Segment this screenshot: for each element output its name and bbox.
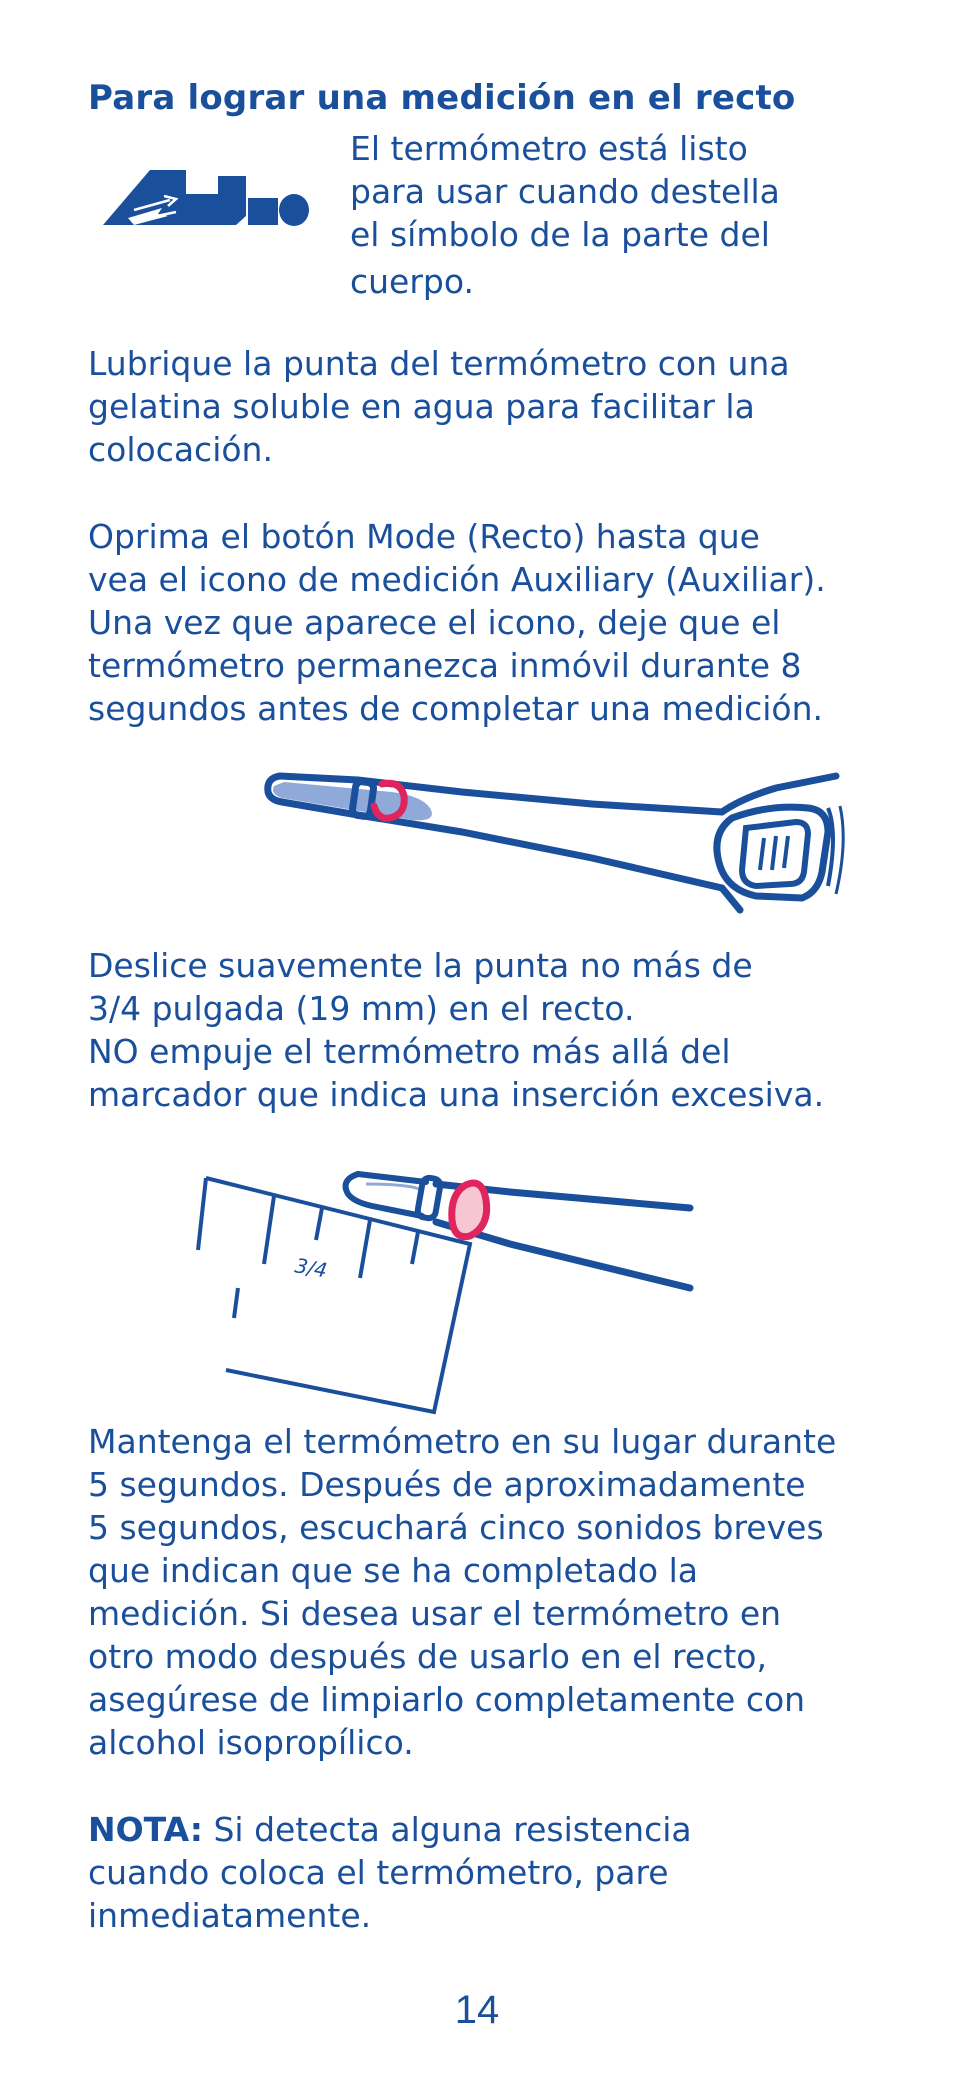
hold-instruction: [88, 1420, 918, 1764]
note-text: Si detecta alguna resistencia: [202, 1810, 692, 1849]
note-first-line: [88, 1808, 918, 1851]
ruler-label: 3/4: [293, 1253, 329, 1283]
insertion-instruction: [88, 944, 918, 1116]
text-line: segundos antes de completar una medición.: [88, 689, 824, 728]
page-number: 14: [454, 1988, 500, 2032]
thermometer-illustration: [262, 762, 842, 932]
rectal-mode-icon: [98, 158, 318, 248]
text-line: termómetro permanezca inmóvil durante 8: [88, 646, 802, 685]
text-line: Deslice suavemente la punta no más de: [88, 946, 753, 985]
text-line: 3/4 pulgada (19 mm) en el recto.: [88, 989, 635, 1028]
mode-button-instruction: [88, 515, 918, 730]
text-line: Oprima el botón Mode (Recto) hasta que: [88, 517, 760, 556]
text-line: cuando coloca el termómetro, pare: [88, 1853, 669, 1892]
text-line: asegúrese de limpiarlo completamente con: [88, 1680, 806, 1719]
text-line: alcohol isopropílico.: [88, 1723, 414, 1762]
text-line: cuerpo.: [350, 262, 474, 301]
section-heading: Para lograr una medición en el recto: [88, 78, 796, 118]
insertion-depth-illustration: [190, 1160, 710, 1420]
text-line: para usar cuando destella: [350, 172, 780, 211]
text-line: Mantenga el termómetro en su lugar durante: [88, 1422, 837, 1461]
text-line: el símbolo de la parte del: [350, 215, 770, 254]
note-label: NOTA:: [88, 1810, 203, 1849]
lubricate-instruction: [88, 342, 918, 471]
text-line: Lubrique la punta del termómetro con una: [88, 344, 790, 383]
note-block: [88, 1808, 918, 1937]
text-line: medición. Si desea usar el termómetro en: [88, 1594, 782, 1633]
text-line: colocación.: [88, 430, 273, 469]
text-line: gelatina soluble en agua para facilitar la: [88, 387, 755, 426]
text-line: 5 segundos, escuchará cinco sonidos breves: [88, 1508, 824, 1547]
text-line: El termómetro está listo: [350, 129, 748, 168]
text-line: otro modo después de usarlo en el recto,: [88, 1637, 767, 1676]
text-line: inmediatamente.: [88, 1896, 372, 1935]
text-line: que indican que se ha completado la: [88, 1551, 698, 1590]
intro-text: [350, 127, 890, 303]
text-line: marcador que indica una inserción excesiva.: [88, 1075, 825, 1114]
text-line: Una vez que aparece el icono, deje que el: [88, 603, 781, 642]
text-line: 5 segundos. Después de aproximadamente: [88, 1465, 806, 1504]
text-line: NO empuje el termómetro más allá del: [88, 1032, 731, 1071]
text-line: vea el icono de medición Auxiliary (Auxiliar).: [88, 560, 826, 599]
